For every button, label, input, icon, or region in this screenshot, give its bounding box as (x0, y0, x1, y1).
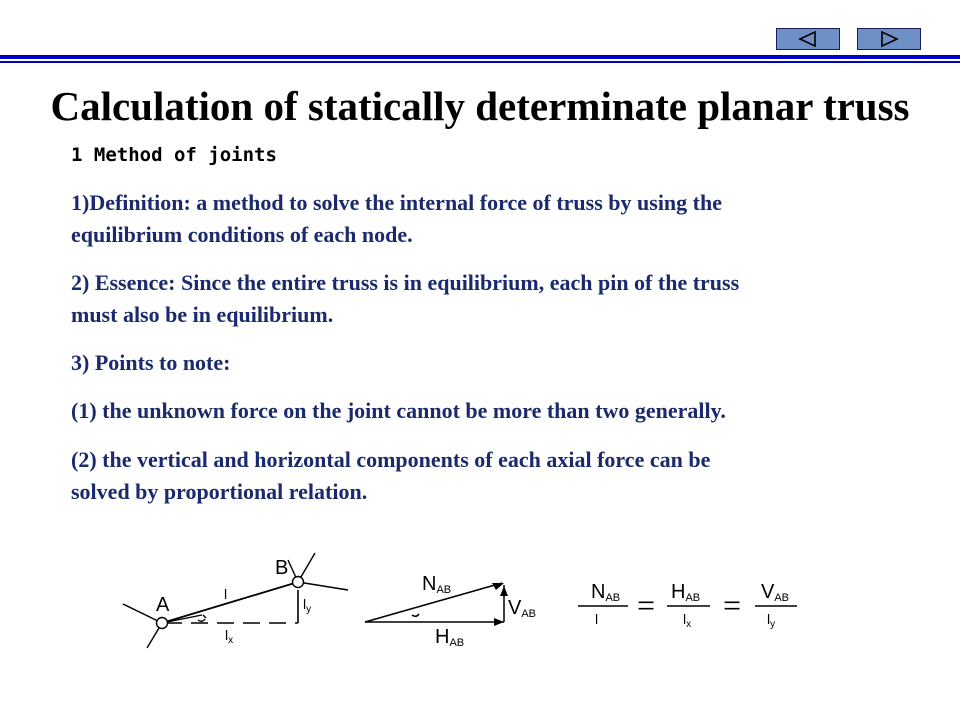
next-slide-button[interactable] (857, 28, 921, 50)
eq-v-numerator: VAB (761, 581, 790, 604)
v-ab-label: VAB (508, 597, 537, 620)
definition-paragraph (71, 187, 911, 251)
left-triangle-icon (777, 29, 839, 49)
paragraph-line: solved by proportional relation. (71, 479, 368, 504)
eq-l-denominator: l (595, 611, 599, 627)
h-arrowhead (494, 618, 504, 626)
essence-paragraph (71, 267, 911, 331)
header-rule-top (0, 55, 960, 59)
paragraph-line: 1)Definition: a method to solve the internal force of truss by using the (71, 190, 722, 215)
slide-title: Calculation of statically determinate planar truss (50, 83, 910, 129)
paragraph-line: equilibrium conditions of each node. (71, 222, 413, 247)
ly-label: $l_y$ (303, 596, 312, 615)
eq-ly-denominator: $l_y$ (767, 611, 776, 630)
joint-a-label: A (156, 594, 170, 616)
proportion-equation (578, 581, 797, 630)
points-heading (71, 347, 911, 379)
paragraph-line: 2) Essence: Since the entire truss is in equilibrium, each pin of the truss (71, 270, 740, 295)
paragraph-line: (2) the vertical and horizontal components of each axial force can be (71, 447, 711, 472)
note-two-paragraph (71, 444, 911, 508)
n-ab-label: NAB (422, 573, 452, 596)
joint-a-pin (157, 618, 168, 629)
lx-label: $l_x$ (225, 627, 234, 646)
joint-force-figure (110, 545, 830, 660)
header-rule-bottom (0, 61, 960, 63)
member-length-label: l (224, 586, 228, 602)
eq-equals-2: = (723, 587, 742, 623)
joint-b-label: B (275, 557, 289, 579)
eq-n-numerator: NAB (591, 581, 621, 604)
previous-slide-button[interactable] (776, 28, 840, 50)
h-ab-label: HAB (435, 626, 465, 649)
paragraph-line: (1) the unknown force on the joint cannot be more than two generally. (71, 398, 726, 423)
right-triangle-icon (858, 29, 920, 49)
joint-b-pin (293, 577, 304, 588)
n-arrowhead (492, 583, 504, 590)
eq-equals-1: = (637, 587, 656, 623)
paragraph-line: must also be in equilibrium. (71, 302, 334, 327)
eq-lx-denominator: $l_x$ (683, 611, 692, 630)
note-one-paragraph (71, 395, 911, 427)
eq-h-numerator: HAB (671, 581, 701, 604)
paragraph-line: 3) Points to note: (71, 350, 231, 375)
v-arrowhead (500, 586, 508, 596)
section-heading: 1 Method of joints (71, 144, 277, 166)
